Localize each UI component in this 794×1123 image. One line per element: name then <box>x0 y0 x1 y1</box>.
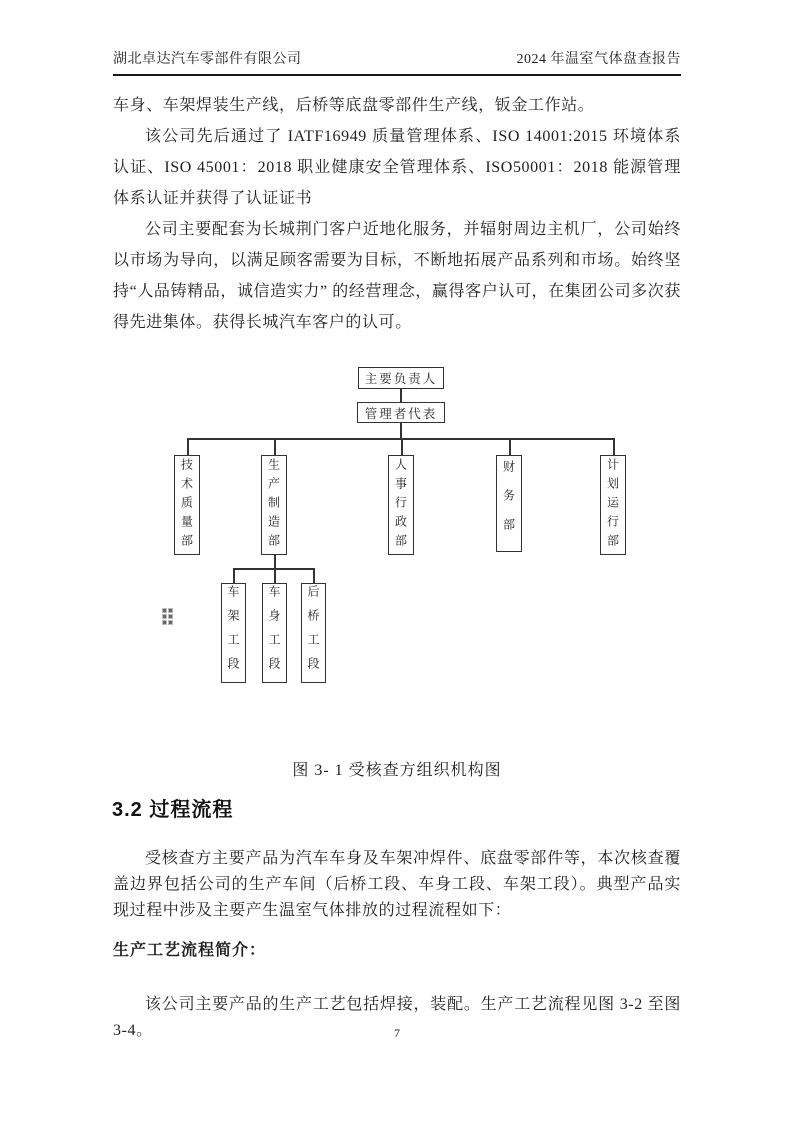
header-company-name: 湖北卓达汽车零部件有限公司 <box>113 52 302 67</box>
paragraph-verification-scope: 受核查方主要产品为汽车车身及车架冲焊件、底盘零部件等，本次核查覆盖边界包括公司的生产车间（后桥工段、车身工段、车架工段）。典型产品实现过程中涉及主要产生温室气体排放的过程流程如下： <box>113 850 681 919</box>
process-intro-label: 生产工艺流程简介： <box>113 942 267 959</box>
org-node-dept-tech-quality: 技术质量部 <box>174 455 200 555</box>
org-connector-line <box>401 438 403 455</box>
org-connector-line <box>509 438 511 455</box>
org-connector-line <box>313 568 315 583</box>
org-connector-line <box>400 423 402 438</box>
org-node-representative: 管理者代表 <box>357 402 445 423</box>
org-node-dept-finance: 财务部 <box>496 455 522 552</box>
paragraph-production-lines: 车身、车架焊装生产线，后桥等底盘零部件生产线，钣金工作站。 <box>113 97 595 114</box>
anchor-dots-icon <box>163 609 176 628</box>
page-number: 7 <box>394 1026 400 1040</box>
paragraph-process-summary: 该公司主要产品的生产工艺包括焊接，装配。生产工艺流程见图 3-2 至图 3-4。 <box>113 996 681 1039</box>
org-node-dept-planning: 计划运行部 <box>600 455 626 555</box>
paragraph-certifications: 该公司先后通过了 IATF16949 质量管理体系、ISO 14001:2015 环境体系认证、ISO 45001：2018 职业健康安全管理体系、ISO50001：2018 能源管理体系认证并获得了认证证书 <box>113 128 681 207</box>
org-connector-line <box>274 568 276 583</box>
header-report-title: 2024 年温室气体盘查报告 <box>516 52 681 67</box>
org-node-dept-hr-admin: 人事行政部 <box>388 455 414 555</box>
org-connector-line <box>613 438 615 455</box>
org-node-top-leader: 主要负责人 <box>358 367 444 389</box>
body-paragraph-scope <box>113 846 681 924</box>
org-connector-line <box>187 438 189 455</box>
org-node-workshop-body: 车身工段 <box>262 583 287 683</box>
figure-caption: 图 3- 1 受核查方组织机构图 <box>292 762 502 779</box>
page-header <box>113 48 681 76</box>
org-connector-line <box>274 555 276 568</box>
section-heading: 3.2 过程流程 <box>112 799 234 821</box>
org-node-workshop-rear-axle: 后桥工段 <box>301 583 326 683</box>
org-connector-line <box>400 389 402 402</box>
org-node-workshop-frame: 车架工段 <box>221 583 246 683</box>
paragraph-company-market: 公司主要配套为长城荆门客户近地化服务，并辐射周边主机厂，公司始终以市场为导向，以满足顾客需要为目标，不断地拓展产品系列和市场。始终坚持“人品铸精品，诚信造实力” 的经营理念，赢得客户认可，在集团公司多次获得先进集体。获得长城汽车客户的认可。 <box>113 221 681 331</box>
org-node-dept-production: 生产制造部 <box>261 455 287 555</box>
body-paragraphs-top <box>113 90 681 338</box>
org-chart <box>113 360 681 692</box>
org-connector-line <box>274 438 276 455</box>
org-connector-line <box>233 568 235 583</box>
